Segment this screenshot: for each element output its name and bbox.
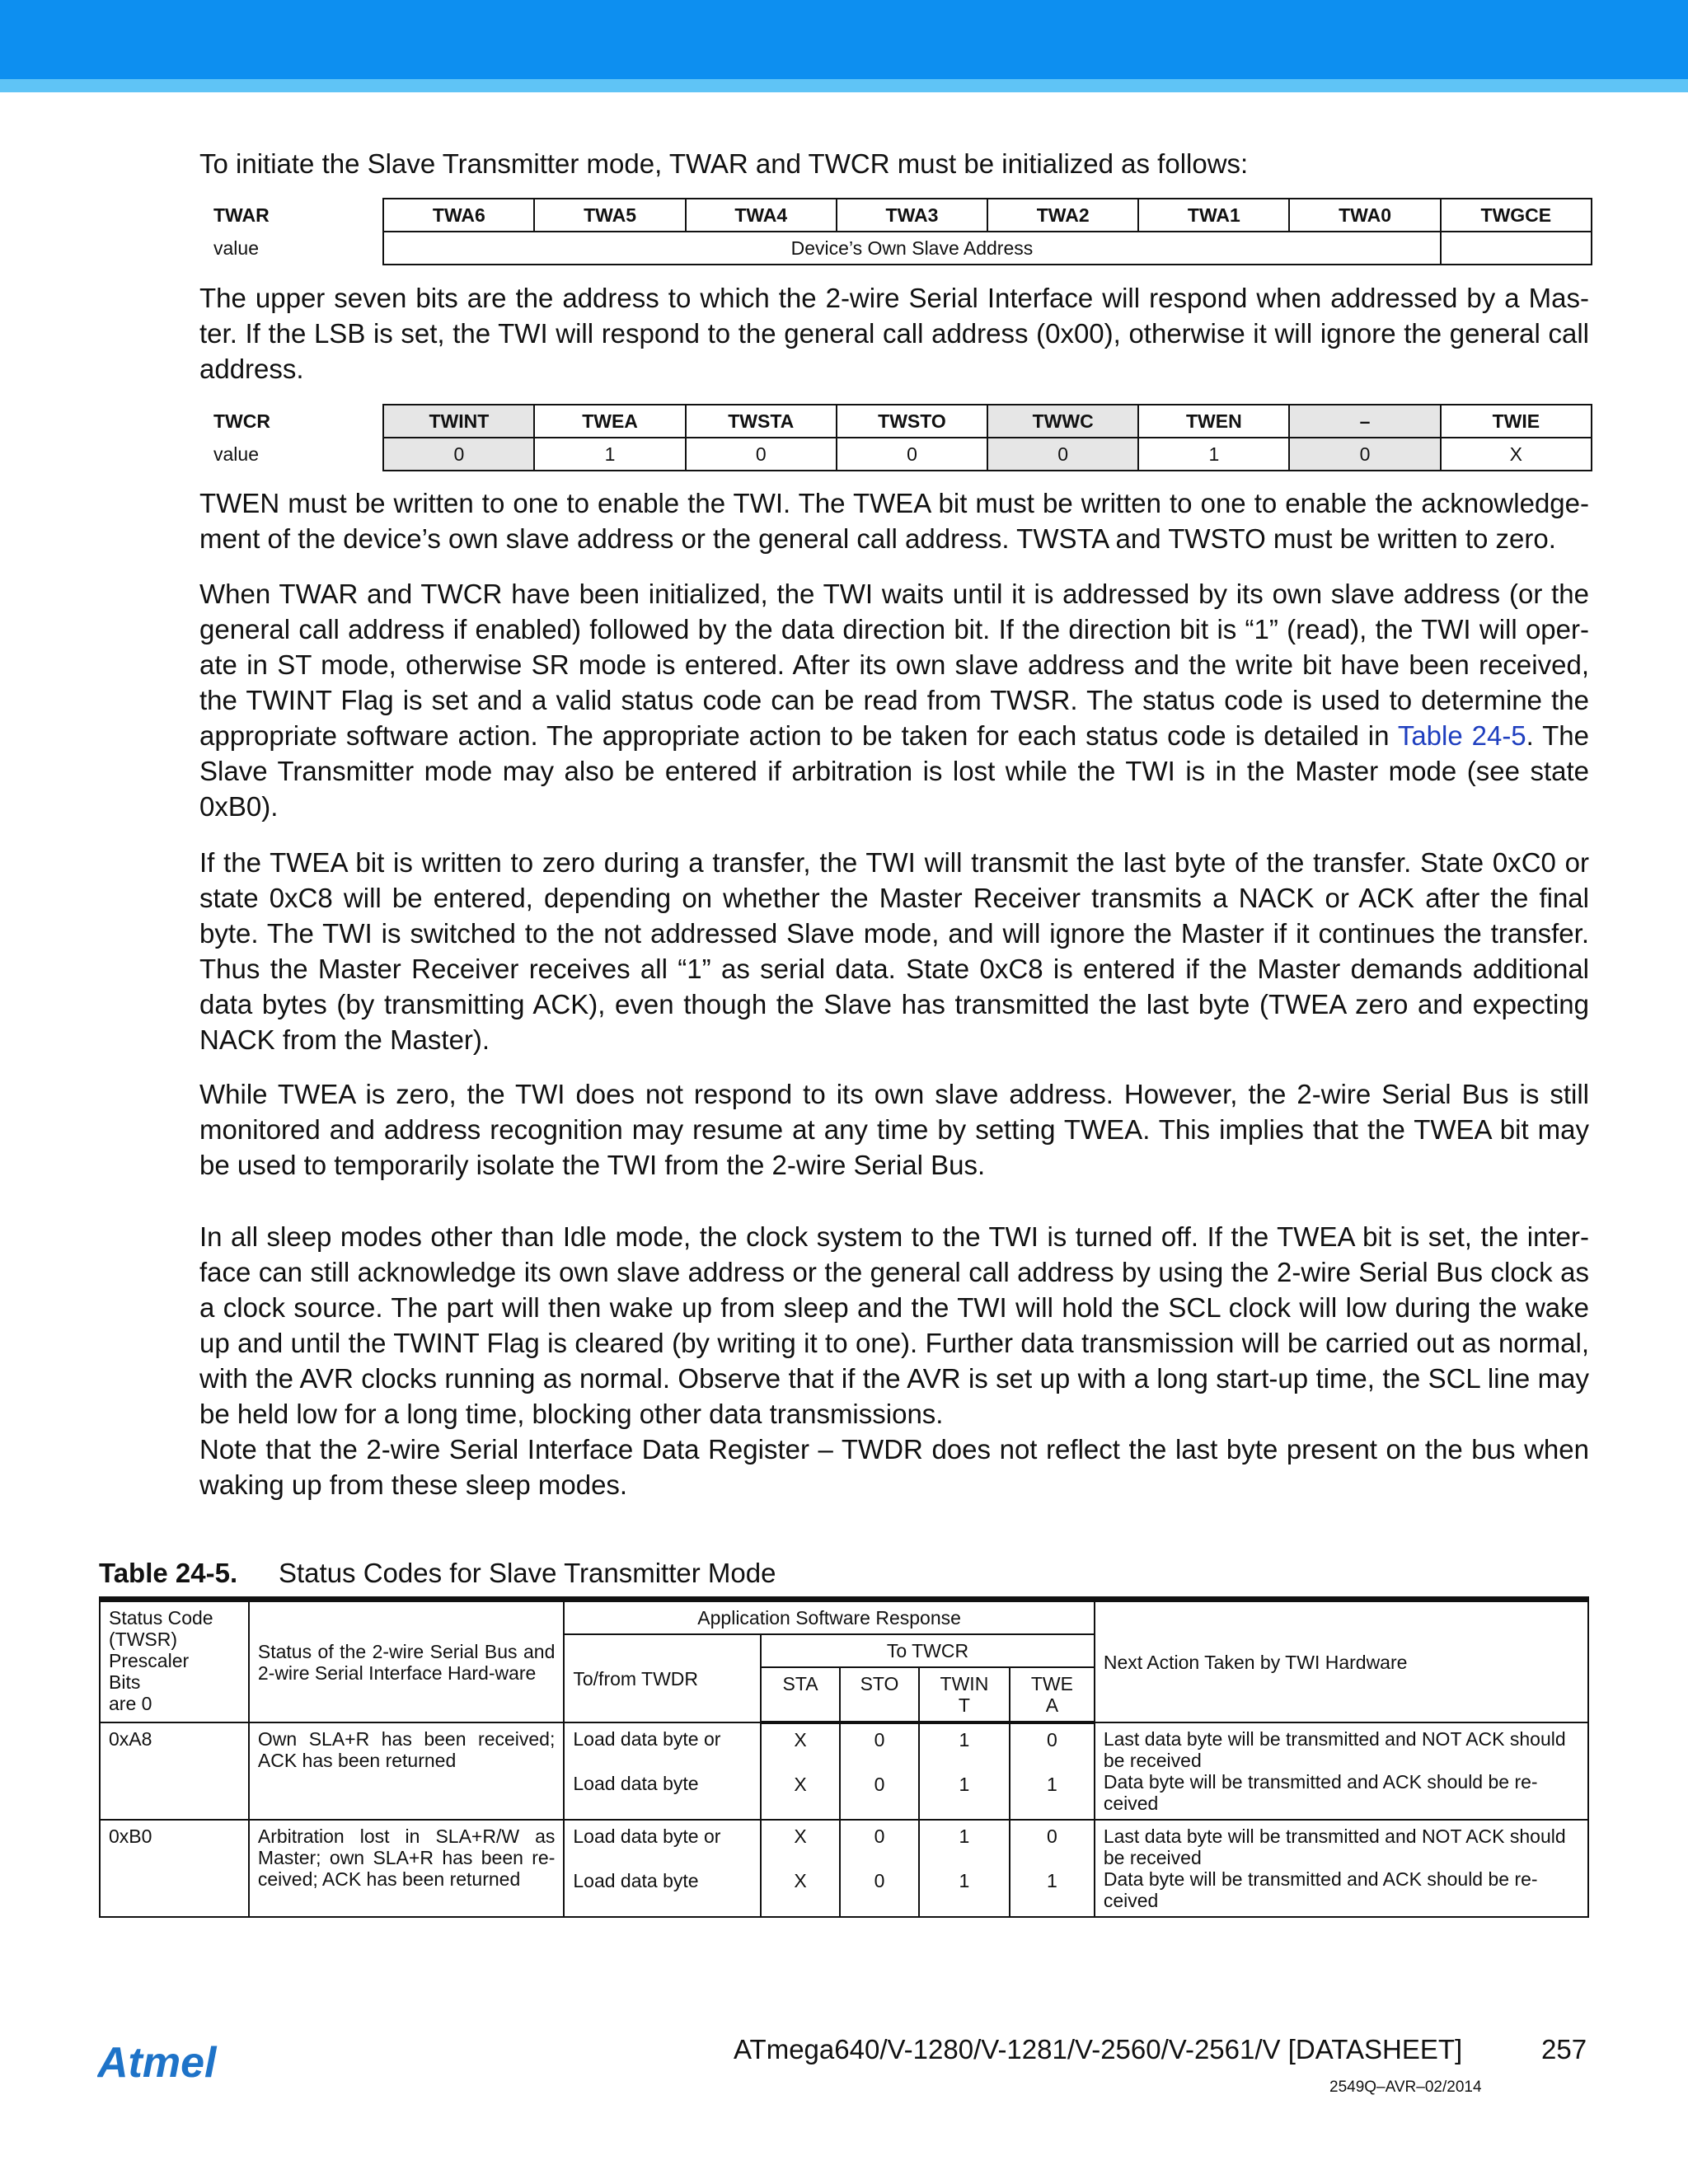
header-to-twcr: To TWCR (761, 1634, 1095, 1667)
twcr-bit-header: TWINT (383, 405, 534, 438)
header-twint: TWIN T (919, 1667, 1010, 1722)
row-status-text: Own SLA+R has been received; ACK has been returned (249, 1722, 565, 1820)
twcr-bit-header: TWSTA (686, 405, 837, 438)
twcr-bit-value: 0 (383, 438, 534, 471)
twcr-bit-header: TWSTO (837, 405, 987, 438)
header-sto: STO (840, 1667, 919, 1722)
row-next-action: Last data byte will be transmitted and NOT ACK should be received Data byte will be transmitted and ACK should be re-ceived (1095, 1722, 1588, 1820)
para-initialized: When TWAR and TWCR have been initialized, the TWI waits until it is addressed by its own slave address (or the general call address if enabled) followed by the data direction bit. If the direction bit is “1” (read), the TWI will oper-ate in ST mode, otherwise SR mode is entered. After its own slave address and the write bit have been received, the TWINT Flag is set and a valid status code can be read from TWSR. The status code is used to determine the appropriate software action. The appropriate action to be taken for each status code is detailed in Table 24-5. The Slave Transmitter mode may also be entered if arbitration is lost while the TWI is in the Master mode (see state 0xB0). (199, 579, 1590, 822)
twar-bit-header: TWA2 (987, 199, 1138, 232)
table-24-5-link[interactable]: Table 24-5 (1397, 720, 1526, 751)
twar-gce-value (1441, 232, 1592, 265)
atmel-logo-text: Atmel (97, 2039, 217, 2087)
table-row (100, 1820, 1588, 1917)
row-next-action: Last data byte will be transmitted and NOT ACK should be received Data byte will be transmitted and ACK should be re-ceived (1095, 1820, 1588, 1917)
twcr-bit-value: 0 (987, 438, 1138, 471)
row-sta: X X (761, 1722, 840, 1820)
twcr-label: TWCR (213, 410, 270, 432)
twcr-bit-header: TWEN (1138, 405, 1289, 438)
row-twea: 0 1 (1010, 1820, 1095, 1917)
twcr-bit-value: 0 (686, 438, 837, 471)
table-number: Table 24-5. (99, 1558, 238, 1588)
row-status-text: Arbitration lost in SLA+R/W as Master; own SLA+R has been re-ceived; ACK has been returned (249, 1820, 565, 1917)
twar-value-label: value (213, 237, 259, 259)
header-status-code: Status Code (TWSR) Prescaler Bits are 0 (100, 1600, 249, 1723)
header-status-description: Status of the 2-wire Serial Bus and 2-wire Serial Interface Hard-ware (249, 1600, 565, 1723)
row-status-code: 0xA8 (100, 1722, 249, 1820)
table-caption (99, 1558, 776, 1589)
row-twdr-action: Load data byte or Load data byte (564, 1820, 761, 1917)
twar-register-table (199, 198, 1592, 265)
twar-bit-header: TWGCE (1441, 199, 1592, 232)
footer-title: ATmega640/V-1280/V-1281/V-2560/V-2561/V [DATASHEET] (734, 2034, 1463, 2064)
twar-bit-header: TWA3 (837, 199, 987, 232)
twcr-bit-header: TWIE (1441, 405, 1592, 438)
row-twint: 1 1 (919, 1820, 1010, 1917)
twar-bit-header: TWA5 (534, 199, 685, 232)
twcr-bit-value: 1 (1138, 438, 1289, 471)
header-sta: STA (761, 1667, 840, 1722)
twcr-bit-value: 1 (534, 438, 685, 471)
row-twea: 0 1 (1010, 1722, 1095, 1820)
table-row (100, 1722, 1588, 1820)
para-twea-zero: If the TWEA bit is written to zero during a transfer, the TWI will transmit the last byte of the transfer. State 0xC0 or state 0xC8 will be entered, depending on whether the Master Receiver transmits a NACK or ACK after the final byte. The TWI is switched to the not addressed Slave mode, and will ignore the Master if it continues the transfer. Thus the Master Receiver receives all “1” as serial data. State 0xC8 is entered if the Master demands additional data bytes (by transmitting ACK), even though the Slave has transmitted the last byte (TWEA zero and expecting NACK from the Master). (199, 847, 1589, 1055)
row-sto: 0 0 (840, 1722, 919, 1820)
header-stripe (0, 79, 1688, 92)
row-status-code: 0xB0 (100, 1820, 249, 1917)
twcr-register-table (199, 404, 1592, 471)
row-twint: 1 1 (919, 1722, 1010, 1820)
twcr-bit-header: TWEA (534, 405, 685, 438)
header-to-from-twdr: To/from TWDR (564, 1634, 761, 1722)
table-title: Status Codes for Slave Transmitter Mode (279, 1558, 776, 1588)
para-while-twea: While TWEA is zero, the TWI does not respond to its own slave address. However, the 2-wire Serial Bus is still monitored and address recognition may resume at any time by setting TWEA. This implies that the TWEA bit may be used to temporarily isolate the TWI from the 2-wire Serial Bus. (199, 1079, 1589, 1180)
status-codes-table (99, 1596, 1589, 1918)
twar-bit-header: TWA1 (1138, 199, 1289, 232)
header-twea: TWE A (1010, 1667, 1095, 1722)
twar-bit-header: TWA0 (1289, 199, 1440, 232)
row-twdr-action: Load data byte or Load data byte (564, 1722, 761, 1820)
twar-bit-header: TWA4 (686, 199, 837, 232)
row-sto: 0 0 (840, 1820, 919, 1917)
twcr-bit-header: TWWC (987, 405, 1138, 438)
para-twdr-note: Note that the 2-wire Serial Interface Data Register – TWDR does not reflect the last byte present on the bus when waking up from these sleep modes. (199, 1434, 1589, 1500)
atmel-logo (97, 2036, 237, 2088)
twcr-bit-value: 0 (837, 438, 987, 471)
twar-bit-header: TWA6 (383, 199, 534, 232)
intro-paragraph: To initiate the Slave Transmitter mode, TWAR and TWCR must be initialized as follows: (199, 148, 1249, 179)
twar-label: TWAR (213, 204, 270, 226)
twcr-bit-header: – (1289, 405, 1440, 438)
header-next-action: Next Action Taken by TWI Hardware (1095, 1600, 1588, 1723)
doc-code: 2549Q–AVR–02/2014 (1329, 2079, 1482, 2096)
twcr-value-label: value (213, 443, 259, 465)
header-app-response: Application Software Response (564, 1600, 1094, 1635)
para-twen: TWEN must be written to one to enable the TWI. The TWEA bit must be written to one to enable the acknowledge-ment of the device’s own slave address or the general call address. TWSTA and TWSTO must be written to zero. (199, 488, 1589, 554)
twcr-bit-value: X (1441, 438, 1592, 471)
twcr-bit-value: 0 (1289, 438, 1440, 471)
page-number: 257 (1541, 2034, 1587, 2064)
twar-address-value: Device’s Own Slave Address (383, 232, 1440, 265)
header-bar (0, 0, 1688, 79)
para-upper-bits: The upper seven bits are the address to which the 2-wire Serial Interface will respond when addressed by a Mas-ter. If the LSB is set, the TWI will respond to the general call address (0x00), otherwise it will ignore the general call address. (199, 283, 1589, 384)
row-sta: X X (761, 1820, 840, 1917)
para-sleep-modes: In all sleep modes other than Idle mode, the clock system to the TWI is turned off. If the TWEA bit is set, the inter-face can still acknowledge its own slave address or the general call address by using the 2-wire Serial Bus clock as a clock source. The part will then wake up from sleep and the TWI will hold the SCL clock will low during the wake up and until the TWINT Flag is cleared (by writing it to one). Further data transmission will be carried out as normal, with the AVR clocks running as normal. Observe that if the AVR is set up with a long start-up time, the SCL line may be held low for a long time, blocking other data transmissions. (199, 1221, 1589, 1429)
